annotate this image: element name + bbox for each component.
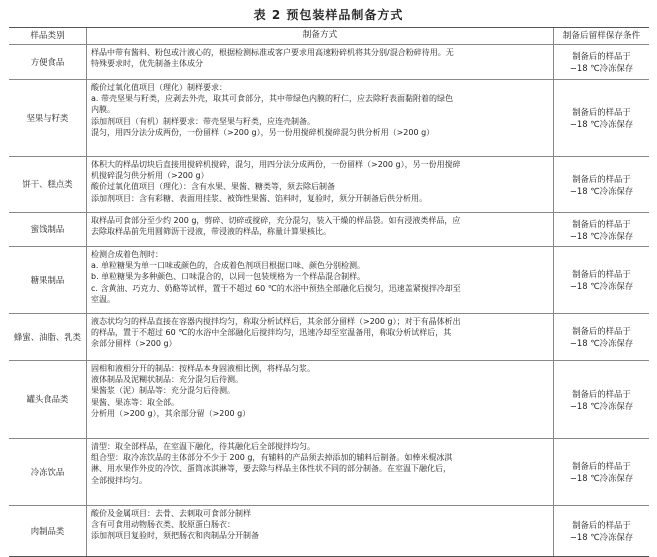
sample-category: 蜂蜜、油脂、乳类 xyxy=(9,314,87,360)
preparation-method xyxy=(87,439,554,505)
header-category: 样品类别 xyxy=(9,28,87,44)
method-line: 内膜。 xyxy=(91,105,115,115)
storage-line: 制备后的样品于 xyxy=(572,326,631,336)
method-line: 去除取样品前先用圆筛沥干浸液，带浸液的样品，称量计算果核比。 xyxy=(91,227,331,237)
table-header-row xyxy=(9,28,649,44)
method-line: 取样品可食部分至少约 200 g，剪碎、切碎或搅碎，充分混匀，装入干燥的样品袋。如有浸液类样品，应 xyxy=(91,216,461,225)
storage-condition xyxy=(554,361,649,438)
sample-preparation-table xyxy=(9,27,649,557)
preparation-method xyxy=(87,506,554,556)
sample-category: 冷冻饮品 xyxy=(9,439,87,505)
sample-category: 罐头食品类 xyxy=(9,361,87,438)
storage-line: 制备后的样品于 xyxy=(572,461,631,471)
sample-category: 方便食品 xyxy=(9,45,87,79)
method-line: 分析用（>200 g），其余部分留（>200 g） xyxy=(91,408,251,418)
storage-line: 制备后的样品于 xyxy=(572,173,631,184)
storage-line: −18 ℃冷冻保存 xyxy=(569,338,634,348)
storage-condition xyxy=(554,439,649,505)
storage-condition xyxy=(554,157,649,212)
storage-line: −18 ℃冷冻保存 xyxy=(569,119,634,129)
storage-line: −18 ℃冷冻保存 xyxy=(569,400,634,411)
storage-condition xyxy=(554,247,649,313)
storage-condition xyxy=(554,213,649,246)
table-row xyxy=(9,313,649,360)
method-line: 混匀，用四分法分成两份，一份留样（>200 g），另一份用搅碎机搅碎混匀供分析用（>200 g） xyxy=(91,127,435,137)
storage-line: −18 ℃冷冻保存 xyxy=(569,281,634,291)
method-line: 液态状均匀的样品直接在容器内搅拌均匀，称取分析试样后，其余部分留样（>200 g）；对于有晶体析出 xyxy=(91,317,461,326)
table-row xyxy=(9,360,649,438)
method-line: 含有可食用动物肠衣类、胶原蛋白肠衣： xyxy=(91,520,235,530)
preparation-method xyxy=(87,45,554,79)
preparation-method xyxy=(87,213,554,246)
storage-condition xyxy=(554,80,649,156)
table-title: 表 2 预包装样品制备方式 xyxy=(253,8,404,22)
preparation-method xyxy=(87,361,554,438)
method-line: b. 单粒糖果为多种颜色、口味混合的，以同一包装规格为一个样品混合制样。 xyxy=(91,272,366,282)
sample-category: 坚果与籽类 xyxy=(9,80,87,156)
table-row xyxy=(9,156,649,212)
method-line: 果酱浆（泥）制品等：充分混匀后待测。 xyxy=(91,386,235,396)
storage-condition xyxy=(554,314,649,360)
storage-line: 制备后的样品于 xyxy=(572,388,631,399)
sample-category: 肉制品类 xyxy=(9,506,87,556)
table-row xyxy=(9,44,649,79)
method-line: 体积大的样品切块后直接用搅碎机搅碎，混匀，用四分法分成两份，一份留样（>200 g），另一份用搅碎 xyxy=(91,160,461,169)
header-storage: 制备后留样保存条件 xyxy=(562,31,641,41)
method-line: c. 含黄油、巧克力、奶酪等试样，置于不超过 60 ℃的水浴中预热全部融化后搅匀，迅速盖紧搅拌冷却至 xyxy=(91,283,461,293)
method-line: 检测合成着色剂时： xyxy=(91,250,163,259)
method-line: 酸价过氧化值项目（理化）：含有水果、果酱、糖类等，须去除后制备 xyxy=(91,182,335,192)
table-row xyxy=(9,79,649,156)
method-line: 酸价及金属项目：去骨、去刺取可食部分制样 xyxy=(91,509,251,518)
table-row xyxy=(9,212,649,246)
method-line: 全部搅拌均匀。 xyxy=(91,475,147,485)
method-line: 液体制品及泥糊状制品：充分混匀后待测。 xyxy=(91,375,243,385)
preparation-method xyxy=(87,157,554,212)
method-line: 室温。 xyxy=(91,294,115,304)
method-line: 组合型：取冷冻饮品的主体部分不少于 200 g，有辅料的产品须去掉添加的辅料后制备。如棒米棍冰淇 xyxy=(91,453,453,463)
sample-category: 饼干、糕点类 xyxy=(9,157,87,212)
storage-line: 制备后的样品于 xyxy=(572,520,631,530)
method-line: 添加剂项目：含有彩糖、表面用挂浆、被饰性果酱、馅料时，复验时，须分开制备后供分析用。 xyxy=(91,193,427,203)
method-line: 特殊要求时，优先制备主体成分 xyxy=(91,59,203,69)
preparation-method xyxy=(87,247,554,313)
method-line: 清型：取全部样品，在室温下融化，待其融化后全部搅拌均匀。 xyxy=(91,442,315,451)
preparation-method xyxy=(87,314,554,360)
table-row xyxy=(9,246,649,313)
storage-line: −18 ℃冷冻保存 xyxy=(569,185,634,196)
method-line: 添加剂项目复验时，须把肠衣和肉制品分开制备 xyxy=(91,531,259,541)
storage-line: −18 ℃冷冻保存 xyxy=(569,532,634,542)
preparation-method xyxy=(87,80,554,156)
method-line: 机搅碎混匀供分析用（>200 g） xyxy=(91,171,209,181)
method-line: 固相和液相分开的制品：按样品本身固液相比例，将样品匀浆。 xyxy=(91,364,315,373)
method-line: 果酱、果冻等：取全部。 xyxy=(91,397,179,407)
method-line: a. 带壳坚果与籽类，应剥去外壳，取其可食部分，其中带绿色内膜的籽仁，应去除籽表面黏附着的绿色 xyxy=(91,94,453,104)
sample-category: 糖果制品 xyxy=(9,247,87,313)
table-row xyxy=(9,438,649,505)
storage-condition xyxy=(554,45,649,79)
sample-category: 蜜饯制品 xyxy=(9,213,87,246)
table-row xyxy=(9,505,649,556)
storage-line: 制备后的样品于 xyxy=(572,269,631,279)
storage-line: 制备后的样品于 xyxy=(572,107,631,117)
method-line: 样品中带有酱料、粉包或汁液心的，根据检测标准或客户要求用高速粉碎机将其分别/混合粉碎待用。无 xyxy=(91,48,454,57)
header-method: 制备方式 xyxy=(87,28,554,44)
method-line: 淋、用水果作外皮的冷饮、蛋筒冰淇淋等，要去除与样品主体性状不同的部分制备。在室温下融化后， xyxy=(91,464,451,474)
storage-line: 制备后的样品于 xyxy=(572,51,631,61)
method-line: 添加剂项目（有机）制样要求：带壳坚果与籽类，应连壳制备。 xyxy=(91,116,315,126)
method-line: 余部分留样（>200 g） xyxy=(91,339,177,349)
storage-condition xyxy=(554,506,649,556)
storage-line: −18 ℃冷冻保存 xyxy=(569,473,634,483)
method-line: 酸价过氧化值项目（理化）制样要求： xyxy=(91,83,227,92)
method-line: 的样品，置于不超过 60 ℃的水浴中全部融化后搅拌均匀，迅速冷却至室温备用，称取分析试样后，其 xyxy=(91,328,452,338)
storage-line: −18 ℃冷冻保存 xyxy=(569,63,634,73)
storage-line: −18 ℃冷冻保存 xyxy=(569,230,634,241)
storage-line: 制备后的样品于 xyxy=(572,218,631,229)
method-line: a. 单粒糖果为单一口味或颜色的，合成着色剂项目根据口味、颜色分别检测。 xyxy=(91,261,365,271)
